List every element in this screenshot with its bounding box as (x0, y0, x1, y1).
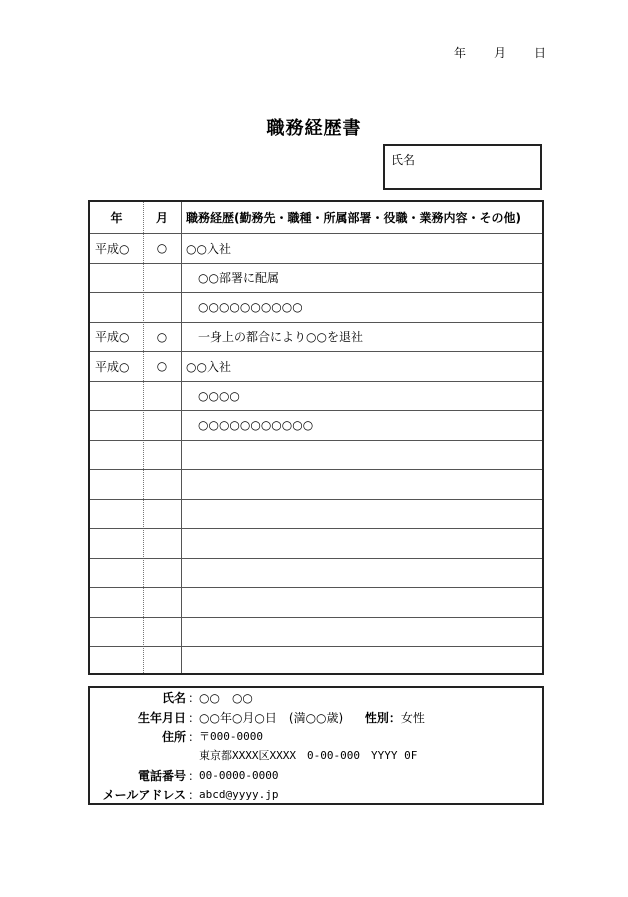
row-month (143, 264, 181, 293)
row-year (90, 441, 143, 470)
table-row (90, 647, 542, 677)
row-content: ○○○○○○○○○○ (198, 300, 303, 315)
row-month (143, 588, 181, 617)
row-year (90, 559, 143, 588)
row-content (181, 470, 542, 499)
row-month (143, 500, 181, 529)
table-row (90, 529, 542, 559)
row-content: ○○○○ (198, 388, 240, 403)
row-year (90, 500, 143, 529)
email-value: abcd@yyyy.jp (199, 788, 279, 801)
row-month (143, 647, 181, 677)
row-content (181, 500, 542, 529)
row-year (90, 470, 143, 499)
colon: ： (188, 788, 201, 802)
row-year (90, 411, 143, 440)
row-year (90, 382, 143, 411)
table-row (90, 559, 542, 589)
table-row (90, 500, 542, 530)
profile-birth-label: 生年月日 (137, 711, 186, 725)
row-content (181, 588, 542, 617)
row-content: ○○入社 (186, 359, 231, 374)
row-content (181, 559, 542, 588)
row-month: ○ (156, 359, 168, 374)
table-row (90, 264, 542, 294)
header-year: 年 (110, 211, 123, 225)
table-row (90, 323, 542, 353)
row-year (90, 264, 143, 293)
row-month (143, 470, 181, 499)
row-content (181, 647, 542, 677)
postal-code: 〒000-0000 (199, 730, 263, 743)
table-row (90, 588, 542, 618)
row-month: ○ (156, 329, 168, 344)
name-box-label: 氏名 (391, 153, 416, 167)
profile-phone-row (90, 767, 542, 785)
row-month (143, 293, 181, 322)
name-box (383, 144, 542, 190)
career-history-table (88, 200, 544, 675)
colon: ： (388, 711, 401, 725)
table-row (90, 441, 542, 471)
colon: ： (188, 711, 201, 725)
row-month (143, 382, 181, 411)
colon: ： (188, 730, 201, 744)
profile-email-label: メールアドレス (102, 788, 186, 802)
row-month (143, 441, 181, 470)
sex-value: 女性 (400, 711, 425, 725)
profile-name-value: ○○ ○○ (199, 691, 253, 705)
table-row (90, 352, 542, 382)
profile-address-line-row (90, 747, 542, 765)
profile-address-label: 住所 (161, 730, 186, 744)
table-row (90, 234, 542, 264)
colon: ： (188, 691, 201, 705)
header-content: 職務経歴(勤務先・職種・所属部署・役職・業務内容・その他) (186, 211, 521, 225)
row-content (181, 441, 542, 470)
row-month: ○ (156, 241, 168, 256)
row-month (143, 529, 181, 558)
row-content (181, 618, 542, 647)
row-month (143, 618, 181, 647)
row-year: 平成○ (95, 241, 130, 256)
date-month-label: 月 (494, 46, 507, 60)
row-year: 平成○ (95, 330, 130, 345)
profile-email-row (90, 786, 542, 804)
row-month (143, 411, 181, 440)
row-year (90, 588, 143, 617)
birth-date-value: ○○年○月○日 (満○○歳) (199, 711, 344, 725)
row-content: 一身上の都合により○○を退社 (198, 330, 363, 345)
row-content: ○○○○○○○○○○○ (198, 418, 314, 433)
sex-label: 性別 (364, 711, 389, 725)
profile-address-row (90, 728, 542, 746)
profile-birth-row (90, 709, 542, 727)
profile-birth-value (199, 709, 425, 727)
profile-name-label: 氏名 (161, 691, 186, 705)
row-content (181, 529, 542, 558)
row-year (90, 618, 143, 647)
address-line: 東京都XXXX区XXXX 0-00-000 YYYY 0F (199, 749, 418, 762)
date-day-label: 日 (534, 46, 547, 60)
phone-value: 00-0000-0000 (199, 769, 279, 782)
row-content: ○○部署に配属 (198, 271, 279, 286)
table-row (90, 382, 542, 412)
row-content: ○○入社 (186, 241, 231, 256)
date-year-label: 年 (454, 46, 467, 60)
row-year: 平成○ (95, 359, 130, 374)
document-title: 職務経歴書 (266, 118, 362, 139)
row-month (143, 559, 181, 588)
row-year (90, 647, 143, 677)
row-year (90, 293, 143, 322)
table-row (90, 411, 542, 441)
header-month: 月 (155, 211, 168, 225)
profile-name-row (90, 689, 542, 707)
table-header-row (90, 202, 542, 234)
colon: ： (188, 769, 201, 783)
table-row (90, 293, 542, 323)
table-row (90, 618, 542, 648)
row-year (90, 529, 143, 558)
table-row (90, 470, 542, 500)
profile-phone-label: 電話番号 (137, 769, 186, 783)
profile-box (88, 686, 544, 805)
